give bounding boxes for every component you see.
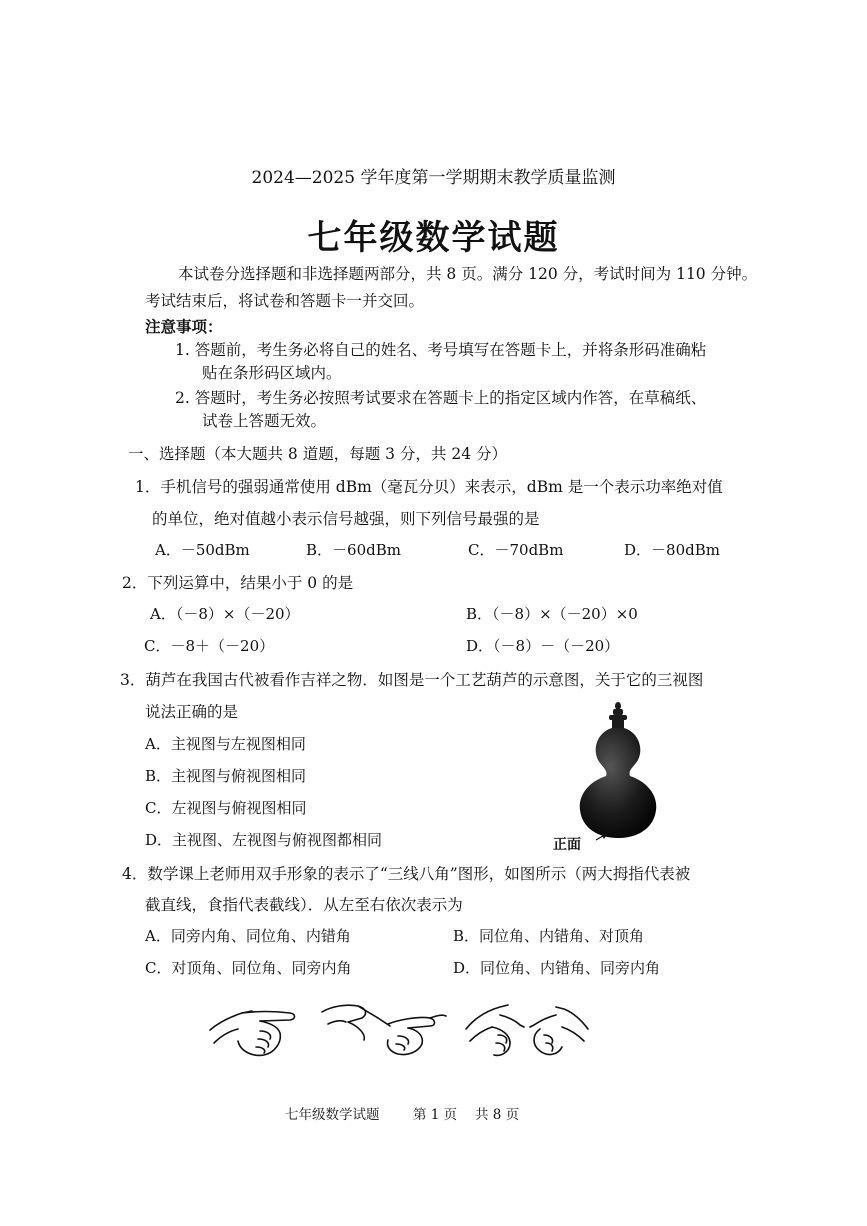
q1-option-b: B．－60dBm	[306, 541, 401, 559]
gourd-figure-caption: 正面	[553, 837, 581, 853]
q2-option-a: A．（－8）×（－20）	[150, 605, 300, 623]
q1-option-a: A．－50dBm	[155, 541, 250, 559]
q2-option-c: C．－8＋（－20）	[144, 637, 275, 655]
intro-line-2: 考试结束后，将试卷和答题卡一并交回。	[145, 292, 425, 310]
notice-item-2-line-1: 2. 答题时，考生务必按照考试要求在答题卡上的指定区域内作答，在草稿纸、	[175, 389, 707, 407]
q2-option-b: B．（－8）×（－20）×0	[466, 605, 638, 623]
q2-stem: 2．下列运算中，结果小于 0 的是	[122, 574, 354, 592]
q1-option-c: C．－70dBm	[468, 541, 564, 559]
q3-option-d: D．主视图、左视图与俯视图都相同	[145, 831, 383, 849]
q4-option-a: A．同旁内角、同位角、内错角	[145, 927, 351, 945]
hand-gesture-3-figure	[462, 995, 592, 1060]
footer-subject: 七年级数学试题	[285, 1107, 380, 1123]
gourd-figure	[568, 700, 668, 850]
q2-option-d: D．（－8）－（－20）	[466, 637, 620, 655]
exam-title: 七年级数学试题	[307, 218, 560, 258]
footer-page-number: 第 1 页 共 8 页	[413, 1107, 520, 1123]
q4-stem-line-2: 截直线，食指代表截线）．从左至右依次表示为	[145, 896, 463, 914]
q3-option-b: B．主视图与俯视图相同	[145, 767, 307, 785]
hand-gesture-1-figure	[208, 995, 308, 1060]
q4-stem-line-1: 4．数学课上老师用双手形象的表示了“三线八角”图形，如图所示（两大拇指代表被	[122, 865, 691, 883]
q4-option-c: C．对顶角、同位角、同旁内角	[145, 959, 352, 977]
q4-option-d: D．同位角、内错角、同旁内角	[453, 959, 661, 977]
q1-stem-line-2: 的单位，绝对值越小表示信号越强，则下列信号最强的是	[152, 510, 540, 528]
notice-item-1-line-2: 贴在条形码区域内。	[202, 364, 342, 382]
q3-stem-line-2: 说法正确的是	[145, 703, 239, 721]
q3-option-a: A．主视图与左视图相同	[145, 735, 306, 753]
q3-stem-line-1: 3．葫芦在我国古代被看作吉祥之物．如图是一个工艺葫芦的示意图，关于它的三视图	[120, 671, 704, 689]
exam-subtitle: 2024—2025 学年度第一学期期末教学质量监测	[251, 168, 616, 188]
q1-option-d: D．－80dBm	[624, 541, 720, 559]
q3-option-c: C．左视图与俯视图相同	[145, 799, 307, 817]
section-1-heading: 一、选择题（本大题共 8 道题，每题 3 分，共 24 分）	[128, 445, 508, 463]
notice-heading: 注意事项：	[145, 317, 223, 336]
notice-item-1-line-1: 1. 答题前，考生务必将自己的姓名、考号填写在答题卡上，并将条形码准确粘	[175, 341, 707, 359]
intro-line-1: 本试卷分选择题和非选择题两部分，共 8 页。满分 120 分，考试时间为 110 分钟。	[178, 265, 758, 283]
q4-option-b: B．同位角、内错角、对顶角	[453, 927, 645, 945]
notice-item-2-line-2: 试卷上答题无效。	[202, 412, 327, 430]
q1-stem-line-1: 1．手机信号的强弱通常使用 dBm（毫瓦分贝）来表示，dBm 是一个表示功率绝对值	[135, 478, 723, 496]
hand-gesture-2-figure	[318, 990, 448, 1060]
